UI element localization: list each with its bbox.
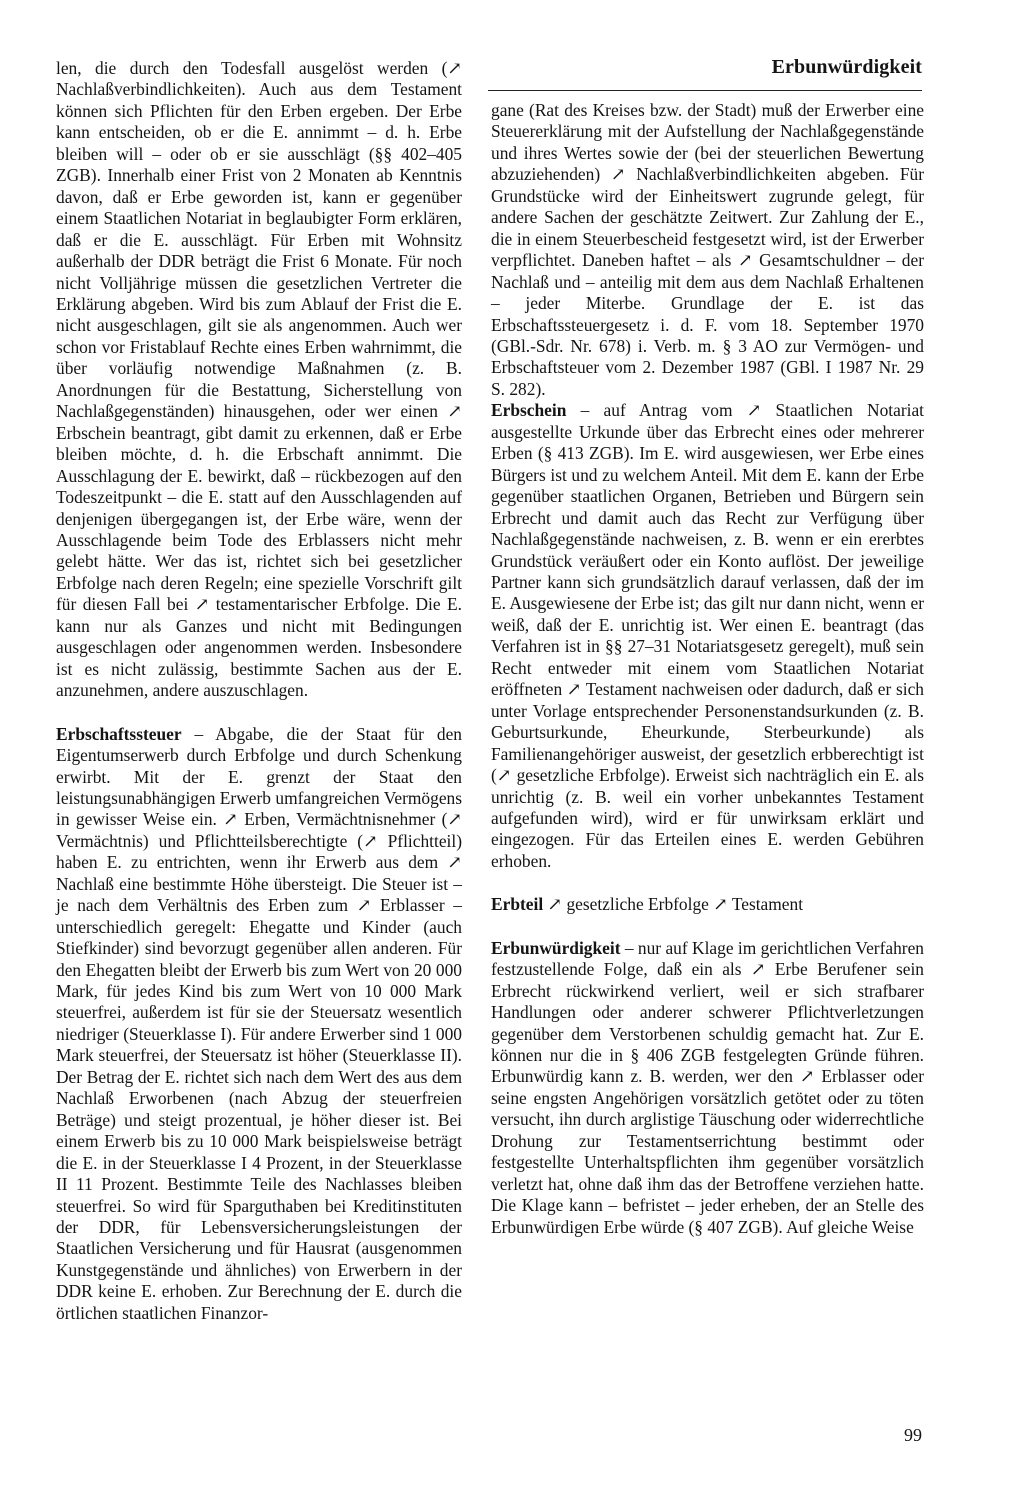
entry-definition: – Abgabe, die der Staat für den Eigentumserwerb durch Erbfolge und durch Schenkung erwirbt. Mit der E. grenzt der Staat den leistungsunabhängigen Erwerb umfangreichen Vermögens in gewisser Weise ein. ↗ Erben, Vermächtnisnehmer (↗ Vermächtnis) und Pflichtteilsberechtigte (↗ Pflichtteil) haben E. zu entrichten, wenn ihr Erwerb aus dem ↗ Nachlaß eine bestimmte Höhe übersteigt. Die Steuer ist – je nach dem Verhältnis des Erben zum ↗ Erblasser – unterschiedlich geregelt: Ehegatte und Kinder (auch Stiefkinder) sind bevorzugt gegenüber allen anderen. Für den Ehegatten bleibt der Erwerb bis zum Wert von 20 000 Mark, für jedes Kind bis zum Wert von 10 000 Mark steuerfrei, außerdem ist für sie der Steuersatz wesentlich niedriger (Steuerklasse I). Für andere Erwerber sind 1 000 Mark steuerfrei, der Steuersatz ist höher (Steuerklasse II). Der Betrag der E. richtet sich nach dem Wert des aus dem Nachlaß Erworbenen (nach Abzug der steuerfreien Beträge) und steigt prozentual, je höher dieser ist. Bei einem Erwerb bis zu 10 000 Mark beispielsweise beträgt die E. in der Steuerklasse I 4 Prozent, in der Steuerklasse II 11 Prozent. Bestimmte Teile des Nachlasses bleiben steuerfrei. So wird für Sparguthaben bei Kreditinstituten der DDR, für Lebensversicherungsleistungen der Staatlichen Versicherung und für Hausrat (ausgenommen Kunstgegenstände und ähnliches) von Erwerbern in der DDR keine E. erhoben. Zur Berechnung der E. durch die örtlichen staatlichen Finanzor- [56, 723, 462, 1323]
left-column [56, 58, 462, 1324]
entry-erbschaftssteuer [56, 724, 462, 1325]
entry-spacer [56, 702, 462, 724]
entry-spacer [491, 872, 924, 894]
entry-erbschein [491, 400, 924, 872]
entry-erbunwuerdigkeit [491, 938, 924, 1238]
right-column [491, 100, 924, 1238]
entry-term: Erbunwürdigkeit [491, 937, 621, 958]
header-rule [488, 90, 922, 91]
entry-spacer [491, 916, 924, 938]
running-head: Erbunwürdigkeit [771, 56, 922, 78]
entry-term: Erbschein [491, 400, 567, 421]
entry-erbteil [491, 894, 924, 915]
page-number: 99 [904, 1425, 922, 1445]
entry-definition: ↗ gesetzliche Erbfolge ↗ Testament [543, 894, 804, 915]
entry-term: Erbteil [491, 894, 544, 915]
entry-continuation-paragraph: len, die durch den Todesfall ausgelöst werden (↗ Nachlaßverbindlichkeiten). Auch aus dem Testament können sich Pflichten für den Erben ergeben. Der Erbe kann entscheiden, ob er die E. annimmt – d. h. Erbe bleiben will – oder ob er sie ausschlägt (§§ 402–405 ZGB). Innerhalb einer Frist von 2 Monaten ab Kenntnis davon, daß er Erbe geworden ist, kann er gegenüber einem Staatlichen Notariat in beglaubigter Form erklären, daß er die E. ausschlägt. Für Erben mit Wohnsitz außerhalb der DDR beträgt die Frist 6 Monate. Für noch nicht Volljährige müssen die gesetzlichen Vertreter die Erklärung abgeben. Wird bis zum Ablauf der Frist die E. nicht ausgeschlagen, gilt sie als angenommen. Auch wer schon vor Fristablauf Rechte eines Erben wahrnimmt, die über vorläufig notwendige Maßnahmen (z. B. Anordnungen für die Bestattung, Sicherstellung von Nachlaßgegenständen) hinausgehen, oder wer einen ↗ Erbschein beantragt, gibt damit zu erkennen, daß er Erbe bleiben möchte, d. h. die Erbschaft annimmt. Die Ausschlagung der E. bewirkt, daß – rückbezogen auf den Todeszeitpunkt – die E. statt auf den Ausschlagenden auf denjenigen übergegangen ist, der Erbe wäre, wenn der Ausschlagende beim Tode des Erblassers nicht mehr gelebt hätte. Wer das ist, richtet sich bei gesetzlicher Erbfolge nach deren Regeln; eine spezielle Vorschrift gilt für diesen Fall bei ↗ testamentarischer Erbfolge. Die E. kann nur als Ganzes und nicht mit Bedingungen ausgeschlagen oder angenommen werden. Insbesondere ist es nicht zulässig, bestimmte Sachen aus der E. anzunehmen, andere auszuschlagen. [56, 58, 462, 701]
entry-continuation-paragraph: gane (Rat des Kreises bzw. der Stadt) muß der Erwerber eine Steuererklärung mit der Aufstellung der Nachlaßgegenstände und ihres Wertes sowie der (bei der steuerlichen Bewertung abzuziehenden) ↗ Nachlaßverbindlichkeiten abgeben. Für Grundstücke wird der Einheitswert zugrunde gelegt, für andere Sachen der geschätzte Zeitwert. Zur Zahlung der E., die in einem Steuerbescheid festgesetzt wird, ist der Erwerber verpflichtet. Daneben haftet – als ↗ Gesamtschuldner – der Nachlaß und – anteilig mit dem aus dem Nachlaß Erhaltenen – jeder Miterbe. Grundlage der E. ist das Erbschaftssteuergesetz i. d. F. vom 18. September 1970 (GBl.-Sdr. Nr. 678) i. Verb. m. § 3 AO zur Vermögen- und Erbschaftsteuer vom 2. Dezember 1987 (GBl. I 1987 Nr. 29 S. 282). [491, 100, 924, 399]
entry-definition: – nur auf Klage im gerichtlichen Verfahren festzustellende Folge, daß ein als ↗ Erbe Berufener sein Erbrecht rückwirkend verliert, weil er sich strafbarer Handlungen oder anderer schwerer Pflichtverletzungen gegenüber dem Verstorbenen schuldig gemacht hat. Zur E. können nur die in § 406 ZGB festgelegten Gründe führen. Erbunwürdig kann z. B. werden, wer den ↗ Erblasser oder seine engsten Angehörigen vorsätzlich getötet oder zu töten versucht, ihn durch arglistige Täuschung oder widerrechtliche Drohung zur Testamentserrichtung bestimmt oder festgestellte Unterhaltspflichten ihm gegenüber vorsätzlich verletzt hat, ohne daß ihm das der Betroffene verziehen hatte. Die Klage kann – befristet – jeder erheben, der an Stelle des Erbunwürdigen Erbe würde (§ 407 ZGB). Auf gleiche Weise [491, 937, 924, 1237]
entry-term: Erbschaftssteuer [56, 723, 182, 744]
entry-definition: – auf Antrag vom ↗ Staatlichen Notariat ausgestellte Urkunde über das Erbrecht eines oder mehrerer Erben (§ 413 ZGB). Im E. wird ausgewiesen, wer Erbe eines Bürgers ist und zu welchem Anteil. Mit dem E. kann der Erbe gegenüber staatlichen Organen, Betrieben und Bürgern sein Erbrecht und damit auch das Recht zur Verfügung über Nachlaßgegenstände nachweisen, z. B. wenn er ein ererbtes Grundstück veräußert oder ein Konto auflöst. Der jeweilige Partner kann sich grundsätzlich darauf verlassen, daß der im E. Ausgewiesene der Erbe ist; das gilt nur dann nicht, wenn er weiß, daß der E. unrichtig ist. Wer einen E. beantragt (das Verfahren ist in §§ 27–31 Notariatsgesetz geregelt), muß sein Recht entweder mit einem vom Staatlichen Notariat eröffneten ↗ Testament nachweisen oder dadurch, daß er sich unter Vorlage entsprechender Personenstandsurkunden (z. B. Geburtsurkunde, Eheurkunde, Sterbeurkunde) als Familienangehöriger ausweist, der gesetzlich erbberechtigt ist (↗ gesetzliche Erbfolge). Erweist sich nachträglich ein E. als unrichtig (z. B. weil ein vorher unbekanntes Testament aufgefunden wird), wird er für unwirksam erklärt und eingezogen. Für das Erteilen eines E. werden Gebühren erhoben. [491, 400, 924, 871]
